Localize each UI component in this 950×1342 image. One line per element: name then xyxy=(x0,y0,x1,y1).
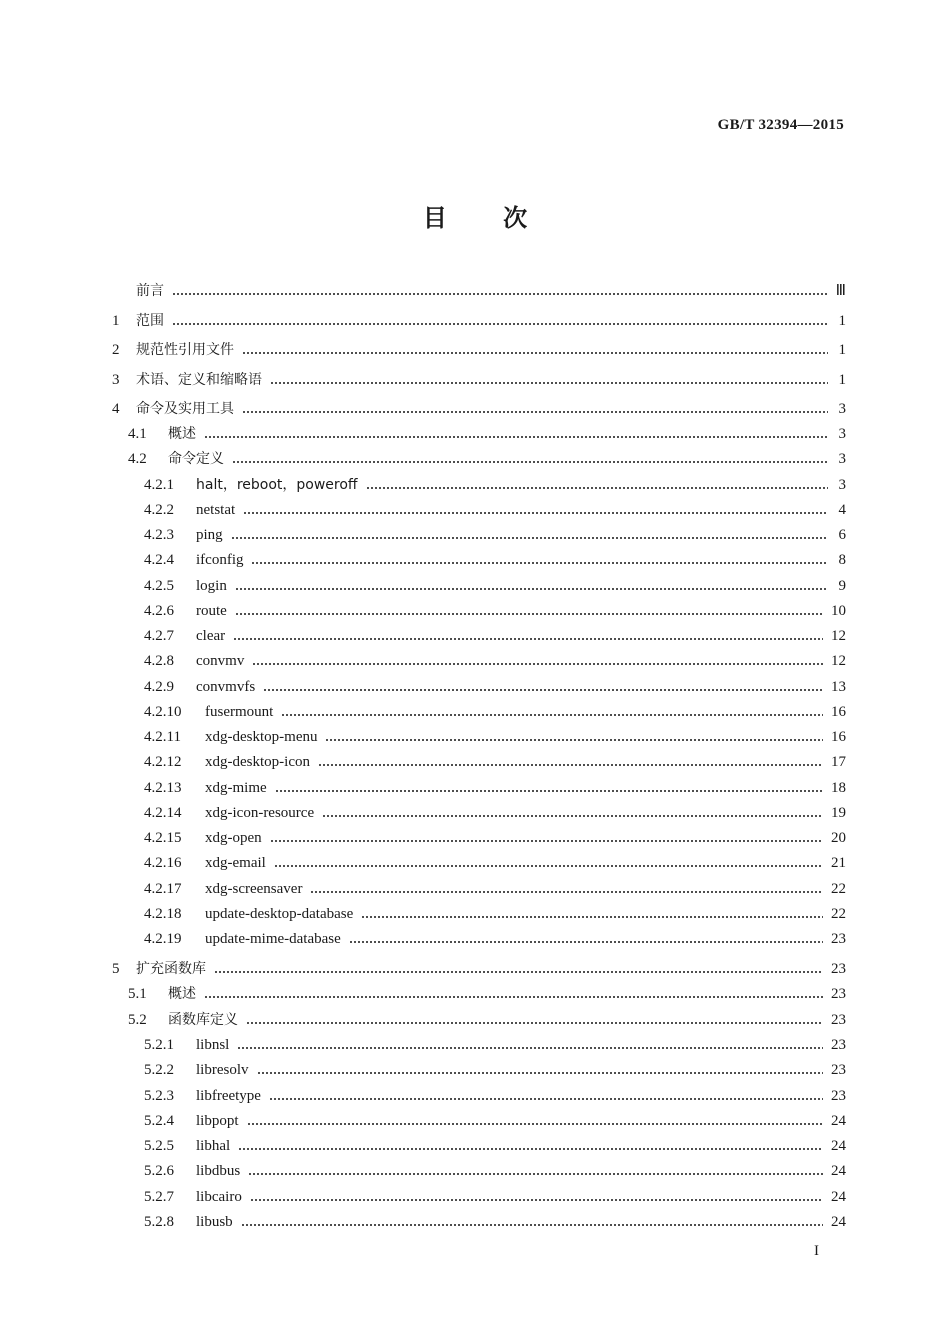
toc-entry-page: 24 xyxy=(831,1214,846,1230)
toc-entry-label: 命令定义 xyxy=(168,451,224,467)
toc-entry-number: 2 xyxy=(112,342,120,358)
toc-entry-label: 术语、定义和缩略语 xyxy=(136,372,262,388)
toc-leader-dots xyxy=(235,613,823,615)
toc-leader-dots xyxy=(233,638,823,640)
toc-entry-page: 16 xyxy=(831,729,846,745)
toc-entry[interactable] xyxy=(112,280,846,300)
toc-entry-label: convmvfs xyxy=(196,679,256,695)
toc-leader-dots xyxy=(246,1022,823,1024)
toc-entry-label: xdg-icon-resource xyxy=(205,805,315,821)
toc-entry-number: 4.2.10 xyxy=(144,704,182,720)
toc-entry-page: 1 xyxy=(838,313,846,329)
toc-leader-dots xyxy=(231,537,828,539)
toc-entry-page: 3 xyxy=(838,426,846,442)
toc-entry-page: 23 xyxy=(831,961,846,977)
toc-entry-page: 24 xyxy=(831,1189,846,1205)
toc-entry-number: 4.2.19 xyxy=(144,931,182,947)
toc-entry-label: xdg-screensaver xyxy=(205,881,303,897)
title-char-1: 目 xyxy=(422,204,447,232)
toc-entry-page: 21 xyxy=(831,855,846,871)
toc-entry-page: 4 xyxy=(838,502,846,518)
toc-entry-label: route xyxy=(196,603,227,619)
toc-entry-number: 1 xyxy=(112,313,120,329)
toc-leader-dots xyxy=(349,941,823,943)
toc-leader-dots xyxy=(322,815,823,817)
toc-leader-dots xyxy=(310,891,823,893)
toc-entry[interactable] xyxy=(112,903,846,923)
toc-entry-page: 9 xyxy=(838,578,846,594)
toc-entry[interactable] xyxy=(112,726,846,746)
toc-entry-number: 4.1 xyxy=(128,426,147,442)
toc-entry[interactable] xyxy=(112,827,846,847)
toc-entry-number: 5.2.1 xyxy=(144,1037,174,1053)
toc-entry-page: 10 xyxy=(831,603,846,619)
toc-entry-label: 扩充函数库 xyxy=(136,961,206,977)
toc-entry-label: netstat xyxy=(196,502,236,518)
toc-leader-dots xyxy=(235,588,828,590)
toc-entry-number: 4.2.3 xyxy=(144,527,174,543)
toc-entry[interactable] xyxy=(112,1160,846,1180)
toc-entry-label: ping xyxy=(196,527,223,543)
toc-entry-page: 20 xyxy=(831,830,846,846)
toc-entry[interactable] xyxy=(112,310,846,330)
toc-entry-page: 1 xyxy=(838,372,846,388)
toc-entry-page: 23 xyxy=(831,1062,846,1078)
toc-entry-page: 24 xyxy=(831,1138,846,1154)
toc-entry-page: 23 xyxy=(831,1088,846,1104)
toc-leader-dots xyxy=(204,436,828,438)
toc-entry[interactable] xyxy=(112,958,846,978)
toc-leader-dots xyxy=(232,461,828,463)
toc-entry-label: 命令及实用工具 xyxy=(136,401,234,417)
toc-entry[interactable] xyxy=(112,1034,846,1054)
toc-entry-number: 4.2.1 xyxy=(144,477,174,493)
standard-code: GB/T 32394—2015 xyxy=(717,117,844,133)
toc-entry-page: 13 xyxy=(831,679,846,695)
toc-entry-number: 5.2.8 xyxy=(144,1214,174,1230)
toc-entry-label: fusermount xyxy=(205,704,274,720)
toc-leader-dots xyxy=(281,714,823,716)
toc-entry-page: 23 xyxy=(831,1037,846,1053)
toc-leader-dots xyxy=(172,323,828,325)
toc-entry[interactable] xyxy=(112,983,846,1003)
toc-entry[interactable] xyxy=(112,398,846,418)
toc-entry-label: xdg-email xyxy=(205,855,266,871)
toc-leader-dots xyxy=(248,1173,823,1175)
toc-entry-label: libdbus xyxy=(196,1163,241,1179)
toc-leader-dots xyxy=(172,293,828,295)
toc-entry[interactable] xyxy=(112,1186,846,1206)
toc-entry-number: 5.2 xyxy=(128,1012,147,1028)
toc-leader-dots xyxy=(257,1072,824,1074)
toc-entry[interactable] xyxy=(112,1009,846,1029)
toc-entry-label: 概述 xyxy=(168,986,196,1002)
toc-entry[interactable] xyxy=(112,600,846,620)
toc-entry[interactable] xyxy=(112,878,846,898)
toc-entry-label: login xyxy=(196,578,227,594)
toc-entry-label: libusb xyxy=(196,1214,233,1230)
toc-entry[interactable] xyxy=(112,448,846,468)
toc-entry[interactable] xyxy=(112,1110,846,1130)
toc-leader-dots xyxy=(250,1199,823,1201)
toc-entry-page: 23 xyxy=(831,986,846,1002)
toc-entry-number: 5.2.5 xyxy=(144,1138,174,1154)
toc-leader-dots xyxy=(361,916,823,918)
toc-entry-number: 4.2.11 xyxy=(144,729,181,745)
toc-entry-page: 22 xyxy=(831,906,846,922)
toc-entry-page: 17 xyxy=(831,754,846,770)
toc-entry-number: 4.2.12 xyxy=(144,754,182,770)
toc-entry-label: xdg-desktop-icon xyxy=(205,754,310,770)
toc-entry-page: Ⅲ xyxy=(835,283,846,299)
toc-entry-page: 24 xyxy=(831,1163,846,1179)
toc-leader-dots xyxy=(270,840,823,842)
toc-entry-number: 5.2.3 xyxy=(144,1088,174,1104)
toc-entry[interactable] xyxy=(112,852,846,872)
toc-entry[interactable] xyxy=(112,575,846,595)
toc-entry-page: 23 xyxy=(831,931,846,947)
toc-leader-dots xyxy=(237,1047,823,1049)
toc-entry-number: 3 xyxy=(112,372,120,388)
toc-entry-number: 4.2.13 xyxy=(144,780,182,796)
toc-entry-label: libcairo xyxy=(196,1189,242,1205)
toc-entry[interactable] xyxy=(112,928,846,948)
toc-entry-label: xdg-open xyxy=(205,830,262,846)
toc-entry-number: 4.2.8 xyxy=(144,653,174,669)
toc-entry-number: 5.2.2 xyxy=(144,1062,174,1078)
toc-entry-number: 4.2.14 xyxy=(144,805,182,821)
toc-leader-dots xyxy=(204,996,823,998)
toc-entry-page: 12 xyxy=(831,653,846,669)
toc-entry[interactable] xyxy=(112,1085,846,1105)
toc-entry-label: libpopt xyxy=(196,1113,239,1129)
toc-entry[interactable] xyxy=(112,423,846,443)
toc-entry-number: 5.2.7 xyxy=(144,1189,174,1205)
toc-entry-label: libresolv xyxy=(196,1062,249,1078)
toc-entry-label: 范围 xyxy=(136,313,164,329)
toc-entry-number: 4 xyxy=(112,401,120,417)
toc-entry-label: clear xyxy=(196,628,226,644)
toc-leader-dots xyxy=(274,865,823,867)
toc-entry[interactable] xyxy=(112,701,846,721)
toc-entry[interactable] xyxy=(112,625,846,645)
toc-entry-number: 4.2.6 xyxy=(144,603,174,619)
toc-leader-dots xyxy=(252,663,823,665)
toc-entry-label: 规范性引用文件 xyxy=(136,342,234,358)
toc-entry-number: 4.2.17 xyxy=(144,881,182,897)
toc-entry-page: 3 xyxy=(838,401,846,417)
toc-entry-label: libhal xyxy=(196,1138,231,1154)
folio-page-number: I xyxy=(814,1243,819,1259)
toc-entry[interactable] xyxy=(112,549,846,569)
toc-leader-dots xyxy=(325,739,823,741)
toc-entry-label: libnsl xyxy=(196,1037,230,1053)
toc-entry-label: 函数库定义 xyxy=(168,1012,238,1028)
toc-entry[interactable] xyxy=(112,339,846,359)
toc-entry-page: 3 xyxy=(838,451,846,467)
toc-entry-page: 24 xyxy=(831,1113,846,1129)
toc-leader-dots xyxy=(270,382,828,384)
toc-entry-number: 4.2.7 xyxy=(144,628,174,644)
toc-entry-label: 前言 xyxy=(136,283,164,299)
toc-leader-dots xyxy=(269,1098,823,1100)
toc-leader-dots xyxy=(263,689,823,691)
toc-entry-number: 4.2.4 xyxy=(144,552,174,568)
toc-entry-label: ifconfig xyxy=(196,552,244,568)
toc-entry-page: 19 xyxy=(831,805,846,821)
toc-entry-label: xdg-mime xyxy=(205,780,267,796)
toc-entry[interactable] xyxy=(112,499,846,519)
toc-leader-dots xyxy=(275,790,823,792)
toc-entry-page: 22 xyxy=(831,881,846,897)
toc-entry[interactable] xyxy=(112,474,846,494)
title-char-2: 次 xyxy=(503,204,528,232)
toc-entry[interactable] xyxy=(112,777,846,797)
toc-leader-dots xyxy=(318,764,823,766)
toc-entry-page: 6 xyxy=(838,527,846,543)
toc-entry-number: 4.2.15 xyxy=(144,830,182,846)
toc-entry[interactable] xyxy=(112,1211,846,1231)
toc-leader-dots xyxy=(214,971,823,973)
toc-entry-number: 4.2 xyxy=(128,451,147,467)
toc-leader-dots xyxy=(366,487,828,489)
toc-entry-number: 5.1 xyxy=(128,986,147,1002)
toc-entry[interactable] xyxy=(112,676,846,696)
toc-entry-page: 12 xyxy=(831,628,846,644)
toc-entry[interactable] xyxy=(112,369,846,389)
toc-entry-number: 4.2.18 xyxy=(144,906,182,922)
toc-entry[interactable] xyxy=(112,802,846,822)
toc-leader-dots xyxy=(242,352,828,354)
toc-entry-label: halt，reboot，poweroff xyxy=(196,477,358,493)
toc-entry-page: 3 xyxy=(838,477,846,493)
toc-entry-page: 16 xyxy=(831,704,846,720)
toc-entry-page: 23 xyxy=(831,1012,846,1028)
toc-entry-label: libfreetype xyxy=(196,1088,261,1104)
toc-leader-dots xyxy=(251,562,828,564)
toc-leader-dots xyxy=(241,1224,823,1226)
toc-entry-label: convmv xyxy=(196,653,245,669)
toc-entry-number: 4.2.5 xyxy=(144,578,174,594)
toc-entry-page: 18 xyxy=(831,780,846,796)
toc-entry-number: 4.2.2 xyxy=(144,502,174,518)
toc-leader-dots xyxy=(247,1123,823,1125)
toc-entry-label: update-mime-database xyxy=(205,931,341,947)
toc-entry-number: 5 xyxy=(112,961,120,977)
toc-entry-number: 4.2.9 xyxy=(144,679,174,695)
toc-entry-label: update-desktop-database xyxy=(205,906,354,922)
toc-entry-page: 8 xyxy=(838,552,846,568)
toc-entry-page: 1 xyxy=(838,342,846,358)
toc-entry[interactable] xyxy=(112,751,846,771)
page-title xyxy=(0,198,950,233)
toc-entry-number: 5.2.6 xyxy=(144,1163,174,1179)
toc-leader-dots xyxy=(238,1148,823,1150)
toc-leader-dots xyxy=(243,512,828,514)
toc-entry-label: xdg-desktop-menu xyxy=(205,729,318,745)
toc-entry-number: 4.2.16 xyxy=(144,855,182,871)
toc-entry[interactable] xyxy=(112,1135,846,1155)
toc-entry[interactable] xyxy=(112,1059,846,1079)
toc-entry-number: 5.2.4 xyxy=(144,1113,174,1129)
toc-entry-label: 概述 xyxy=(168,426,196,442)
toc-leader-dots xyxy=(242,411,828,413)
toc-entry[interactable] xyxy=(112,524,846,544)
toc-entry[interactable] xyxy=(112,650,846,670)
